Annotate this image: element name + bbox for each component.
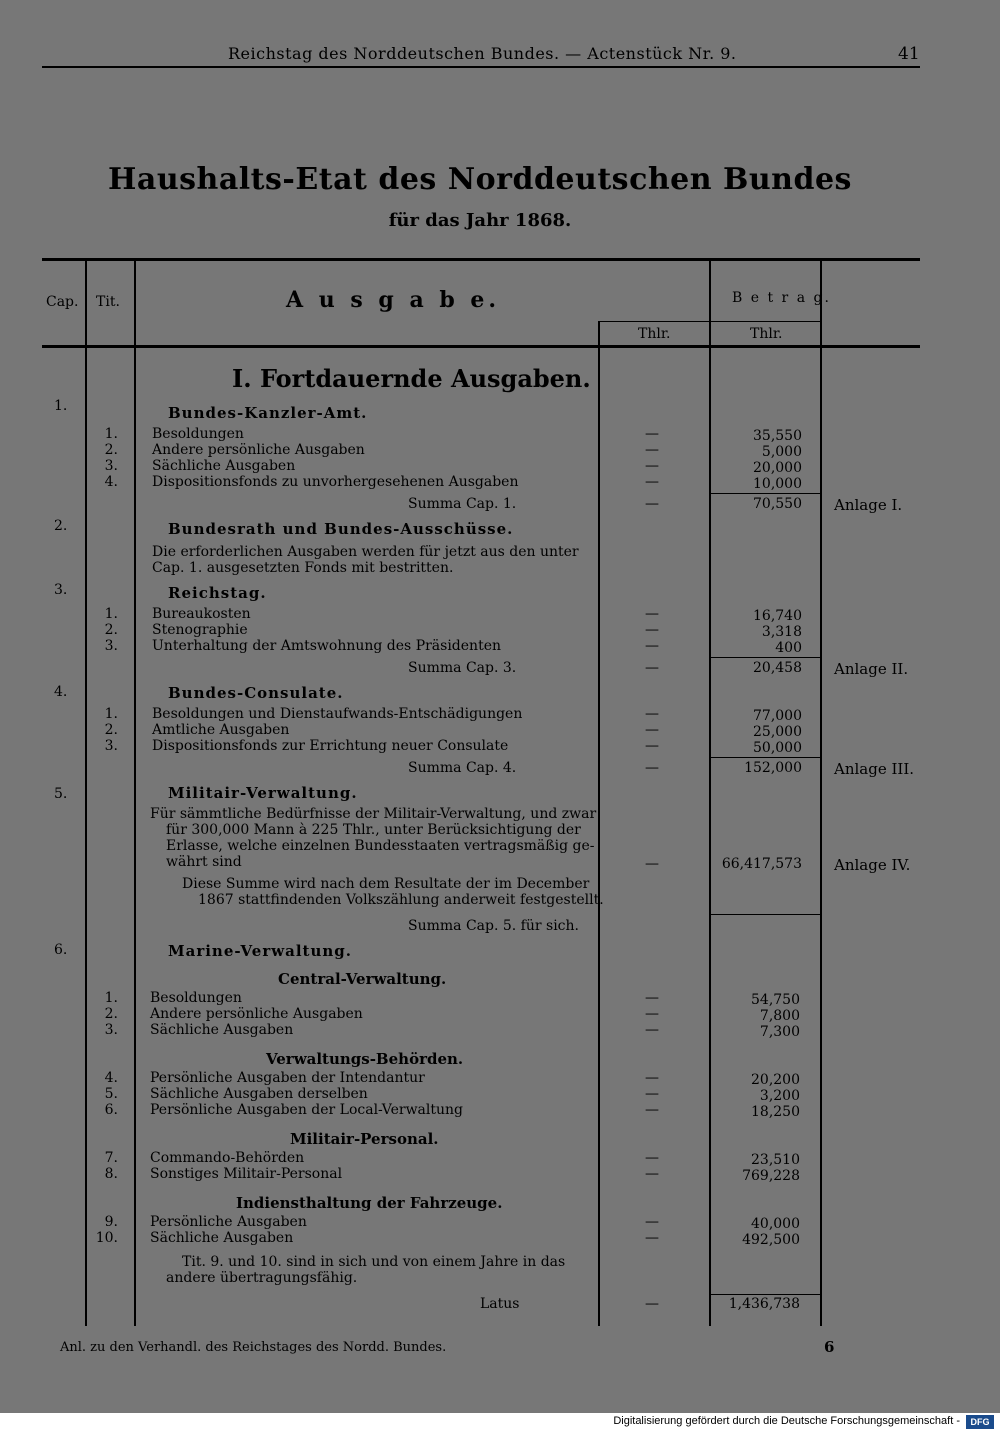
cap-heading: Marine-Verwaltung. [168, 942, 352, 960]
row-value: 3,200 [759, 1088, 800, 1104]
sum-label: Summa Cap. 3. [408, 660, 517, 676]
row-value: 492,500 [742, 1232, 800, 1248]
row-text: Andere persönliche Ausgaben [152, 442, 365, 458]
row-text: Sächliche Ausgaben [152, 458, 296, 474]
row-value: 20,200 [751, 1072, 800, 1088]
running-title: Reichstag des Norddeutschen Bundes. — Actenstück Nr. 9. [228, 44, 737, 63]
cap-number: 2. [54, 518, 68, 534]
tit-number: 8. [104, 1166, 118, 1182]
tit-number: 4. [104, 474, 118, 490]
row-dash: — [645, 706, 659, 722]
row-dash: — [645, 622, 659, 638]
row-value: 54,750 [751, 992, 800, 1008]
col-rule-thlr [598, 321, 600, 1326]
note-line: Tit. 9. und 10. sind in sich und von einem Jahre in das [182, 1254, 566, 1270]
tit-number: 2. [104, 1006, 118, 1022]
tit-number: 9. [104, 1214, 118, 1230]
tit-number: 3. [104, 458, 118, 474]
row-value: 25,000 [753, 724, 802, 740]
tit-number: 2. [104, 622, 118, 638]
tit-number: 10. [95, 1230, 118, 1246]
cap-number: 5. [54, 786, 68, 802]
row-value: 7,800 [759, 1008, 800, 1024]
latus-rule [711, 1294, 820, 1295]
row-text: Commando-Behörden [150, 1150, 305, 1166]
row-value: 10,000 [753, 476, 802, 492]
row-text: Besoldungen und Dienstaufwands-Entschädigungen [152, 706, 523, 722]
sum-rule [711, 914, 820, 915]
cap-number: 4. [54, 684, 68, 700]
row-dash: — [645, 1070, 659, 1086]
header-thlr-2: Thlr. [750, 326, 783, 342]
sum-rule [711, 657, 820, 658]
row-dash: — [645, 496, 659, 512]
row-dash: — [645, 426, 659, 442]
row-dash: — [645, 856, 659, 872]
anlage-label: Anlage I. [834, 496, 903, 514]
sum-value: 70,550 [753, 496, 802, 512]
header-betrag: B e t r a g. [732, 290, 831, 306]
row-dash: — [645, 1022, 659, 1038]
row-value: 23,510 [751, 1152, 800, 1168]
row-text: Unterhaltung der Amtswohnung des Präsidenten [152, 638, 502, 654]
row-text: Sächliche Ausgaben derselben [150, 1086, 368, 1102]
paragraph-line: für 300,000 Mann à 225 Thlr., unter Berücksichtigung der [166, 822, 581, 838]
row-value: 50,000 [753, 740, 802, 756]
tit-number: 7. [104, 1150, 118, 1166]
row-text: Dispositionsfonds zur Errichtung neuer Consulate [152, 738, 509, 754]
digitization-credit: Digitalisierung gefördert durch die Deutsche Forschungsgemeinschaft - [613, 1415, 960, 1427]
latus-value: 1,436,738 [728, 1296, 800, 1312]
row-text: Dispositionsfonds zu unvorhergesehenen Ausgaben [152, 474, 519, 490]
tit-number: 3. [104, 638, 118, 654]
dfg-logo: DFG [966, 1415, 994, 1429]
row-text: Stenographie [152, 622, 248, 638]
row-dash: — [645, 760, 659, 776]
row-dash: — [645, 722, 659, 738]
sub-heading: Central-Verwaltung. [278, 970, 447, 988]
tit-number: 1. [104, 990, 118, 1006]
tit-number: 3. [104, 1022, 118, 1038]
anlage-label: Anlage II. [834, 660, 909, 678]
signature-mark: 6 [824, 1338, 835, 1356]
row-dash: — [645, 1102, 659, 1118]
paragraph-line: Erlasse, welche einzelnen Bundesstaaten vertragsmäßig ge- [166, 838, 595, 854]
note-line: 1867 stattfindenden Volkszählung anderweit festgestellt. [198, 892, 604, 908]
tit-number: 2. [104, 442, 118, 458]
cap-heading: Bundesrath und Bundes-Ausschüsse. [168, 520, 514, 538]
document-title: Haushalts-Etat des Norddeutschen Bundes [108, 162, 852, 197]
paragraph-line: währt sind [166, 854, 242, 870]
tit-number: 1. [104, 426, 118, 442]
sub-heading: Militair-Personal. [290, 1130, 439, 1148]
sub-heading: Indiensthaltung der Fahrzeuge. [236, 1194, 503, 1212]
row-value: 400 [775, 640, 802, 656]
sum-label: Summa Cap. 1. [408, 496, 517, 512]
paragraph-line: Für sämmtliche Bedürfnisse der Militair-Verwaltung, und zwar [150, 806, 597, 822]
cap-heading: Militair-Verwaltung. [168, 784, 358, 802]
anlage-label: Anlage IV. [834, 856, 911, 874]
row-value: 16,740 [753, 608, 802, 624]
document-subtitle: für das Jahr 1868. [388, 210, 572, 231]
latus-label: Latus [480, 1296, 520, 1312]
row-text: Besoldungen [152, 426, 244, 442]
paragraph-line: Cap. 1. ausgesetzten Fonds mit bestritten. [152, 560, 454, 576]
header-rule [42, 66, 920, 68]
col-rule-cap [85, 258, 87, 1326]
sum-rule [711, 757, 820, 758]
row-dash: — [645, 660, 659, 676]
row-value: 35,550 [753, 428, 802, 444]
row-text: Bureaukosten [152, 606, 251, 622]
row-dash: — [645, 606, 659, 622]
row-value: 769,228 [742, 1168, 800, 1184]
row-value: 20,000 [753, 460, 802, 476]
row-dash: — [645, 738, 659, 754]
row-text: Persönliche Ausgaben [150, 1214, 307, 1230]
paragraph-line: Die erforderlichen Ausgaben werden für jetzt aus den unter [152, 544, 579, 560]
table-top-rule [42, 258, 920, 261]
row-value: 66,417,573 [721, 856, 802, 872]
row-value: 5,000 [761, 444, 802, 460]
anlage-label: Anlage III. [834, 760, 915, 778]
header-ausgabe: A u s g a b e. [286, 287, 501, 313]
footer-note: Anl. zu den Verhandl. des Reichstages des Nordd. Bundes. [60, 1340, 447, 1355]
header-cap: Cap. [46, 294, 79, 310]
tit-number: 1. [104, 606, 118, 622]
tit-number: 1. [104, 706, 118, 722]
cap-number: 1. [54, 398, 68, 414]
row-dash: — [645, 638, 659, 654]
header-thlr-1: Thlr. [638, 326, 671, 342]
row-text: Sonstiges Militair-Personal [150, 1166, 343, 1182]
tit-number: 4. [104, 1070, 118, 1086]
col-rule-anlage [820, 258, 822, 1326]
row-dash: — [645, 442, 659, 458]
sum-label: Summa Cap. 4. [408, 760, 517, 776]
row-dash: — [645, 458, 659, 474]
row-dash: — [645, 1296, 659, 1312]
note-line: andere übertragungsfähig. [166, 1270, 358, 1286]
row-value: 40,000 [751, 1216, 800, 1232]
tit-number: 2. [104, 722, 118, 738]
row-dash: — [645, 990, 659, 1006]
page-number: 41 [898, 44, 920, 64]
row-dash: — [645, 1230, 659, 1246]
sub-heading: Verwaltungs-Behörden. [266, 1050, 464, 1068]
row-value: 77,000 [753, 708, 802, 724]
row-value: 3,318 [761, 624, 802, 640]
row-text: Andere persönliche Ausgaben [150, 1006, 363, 1022]
tit-number: 3. [104, 738, 118, 754]
sum-value: 152,000 [744, 760, 802, 776]
cap-heading: Reichstag. [168, 584, 267, 602]
col-rule-tit [134, 258, 136, 1326]
cap-number: 6. [54, 942, 68, 958]
header-tit: Tit. [96, 294, 120, 310]
sum-value: 20,458 [753, 660, 802, 676]
tit-number: 5. [104, 1086, 118, 1102]
note-line: Diese Summe wird nach dem Resultate der im December [182, 876, 590, 892]
row-dash: — [645, 1150, 659, 1166]
cap-number: 3. [54, 582, 68, 598]
row-text: Sächliche Ausgaben [150, 1230, 294, 1246]
row-text: Besoldungen [150, 990, 242, 1006]
row-text: Amtliche Ausgaben [152, 722, 290, 738]
row-dash: — [645, 1214, 659, 1230]
row-dash: — [645, 474, 659, 490]
tit-number: 6. [104, 1102, 118, 1118]
table-header-rule [42, 345, 920, 348]
row-dash: — [645, 1166, 659, 1182]
sum-label: Summa Cap. 5. für sich. [408, 918, 579, 934]
digitization-bar [0, 1413, 1000, 1432]
row-text: Persönliche Ausgaben der Local-Verwaltung [150, 1102, 464, 1118]
row-dash: — [645, 1006, 659, 1022]
row-value: 7,300 [759, 1024, 800, 1040]
row-text: Persönliche Ausgaben der Intendantur [150, 1070, 425, 1086]
section-title: I. Fortdauernde Ausgaben. [232, 364, 591, 393]
sum-rule [711, 493, 820, 494]
cap-heading: Bundes-Kanzler-Amt. [168, 404, 368, 422]
row-value: 18,250 [751, 1104, 800, 1120]
row-text: Sächliche Ausgaben [150, 1022, 294, 1038]
row-dash: — [645, 1086, 659, 1102]
cap-heading: Bundes-Consulate. [168, 684, 344, 702]
